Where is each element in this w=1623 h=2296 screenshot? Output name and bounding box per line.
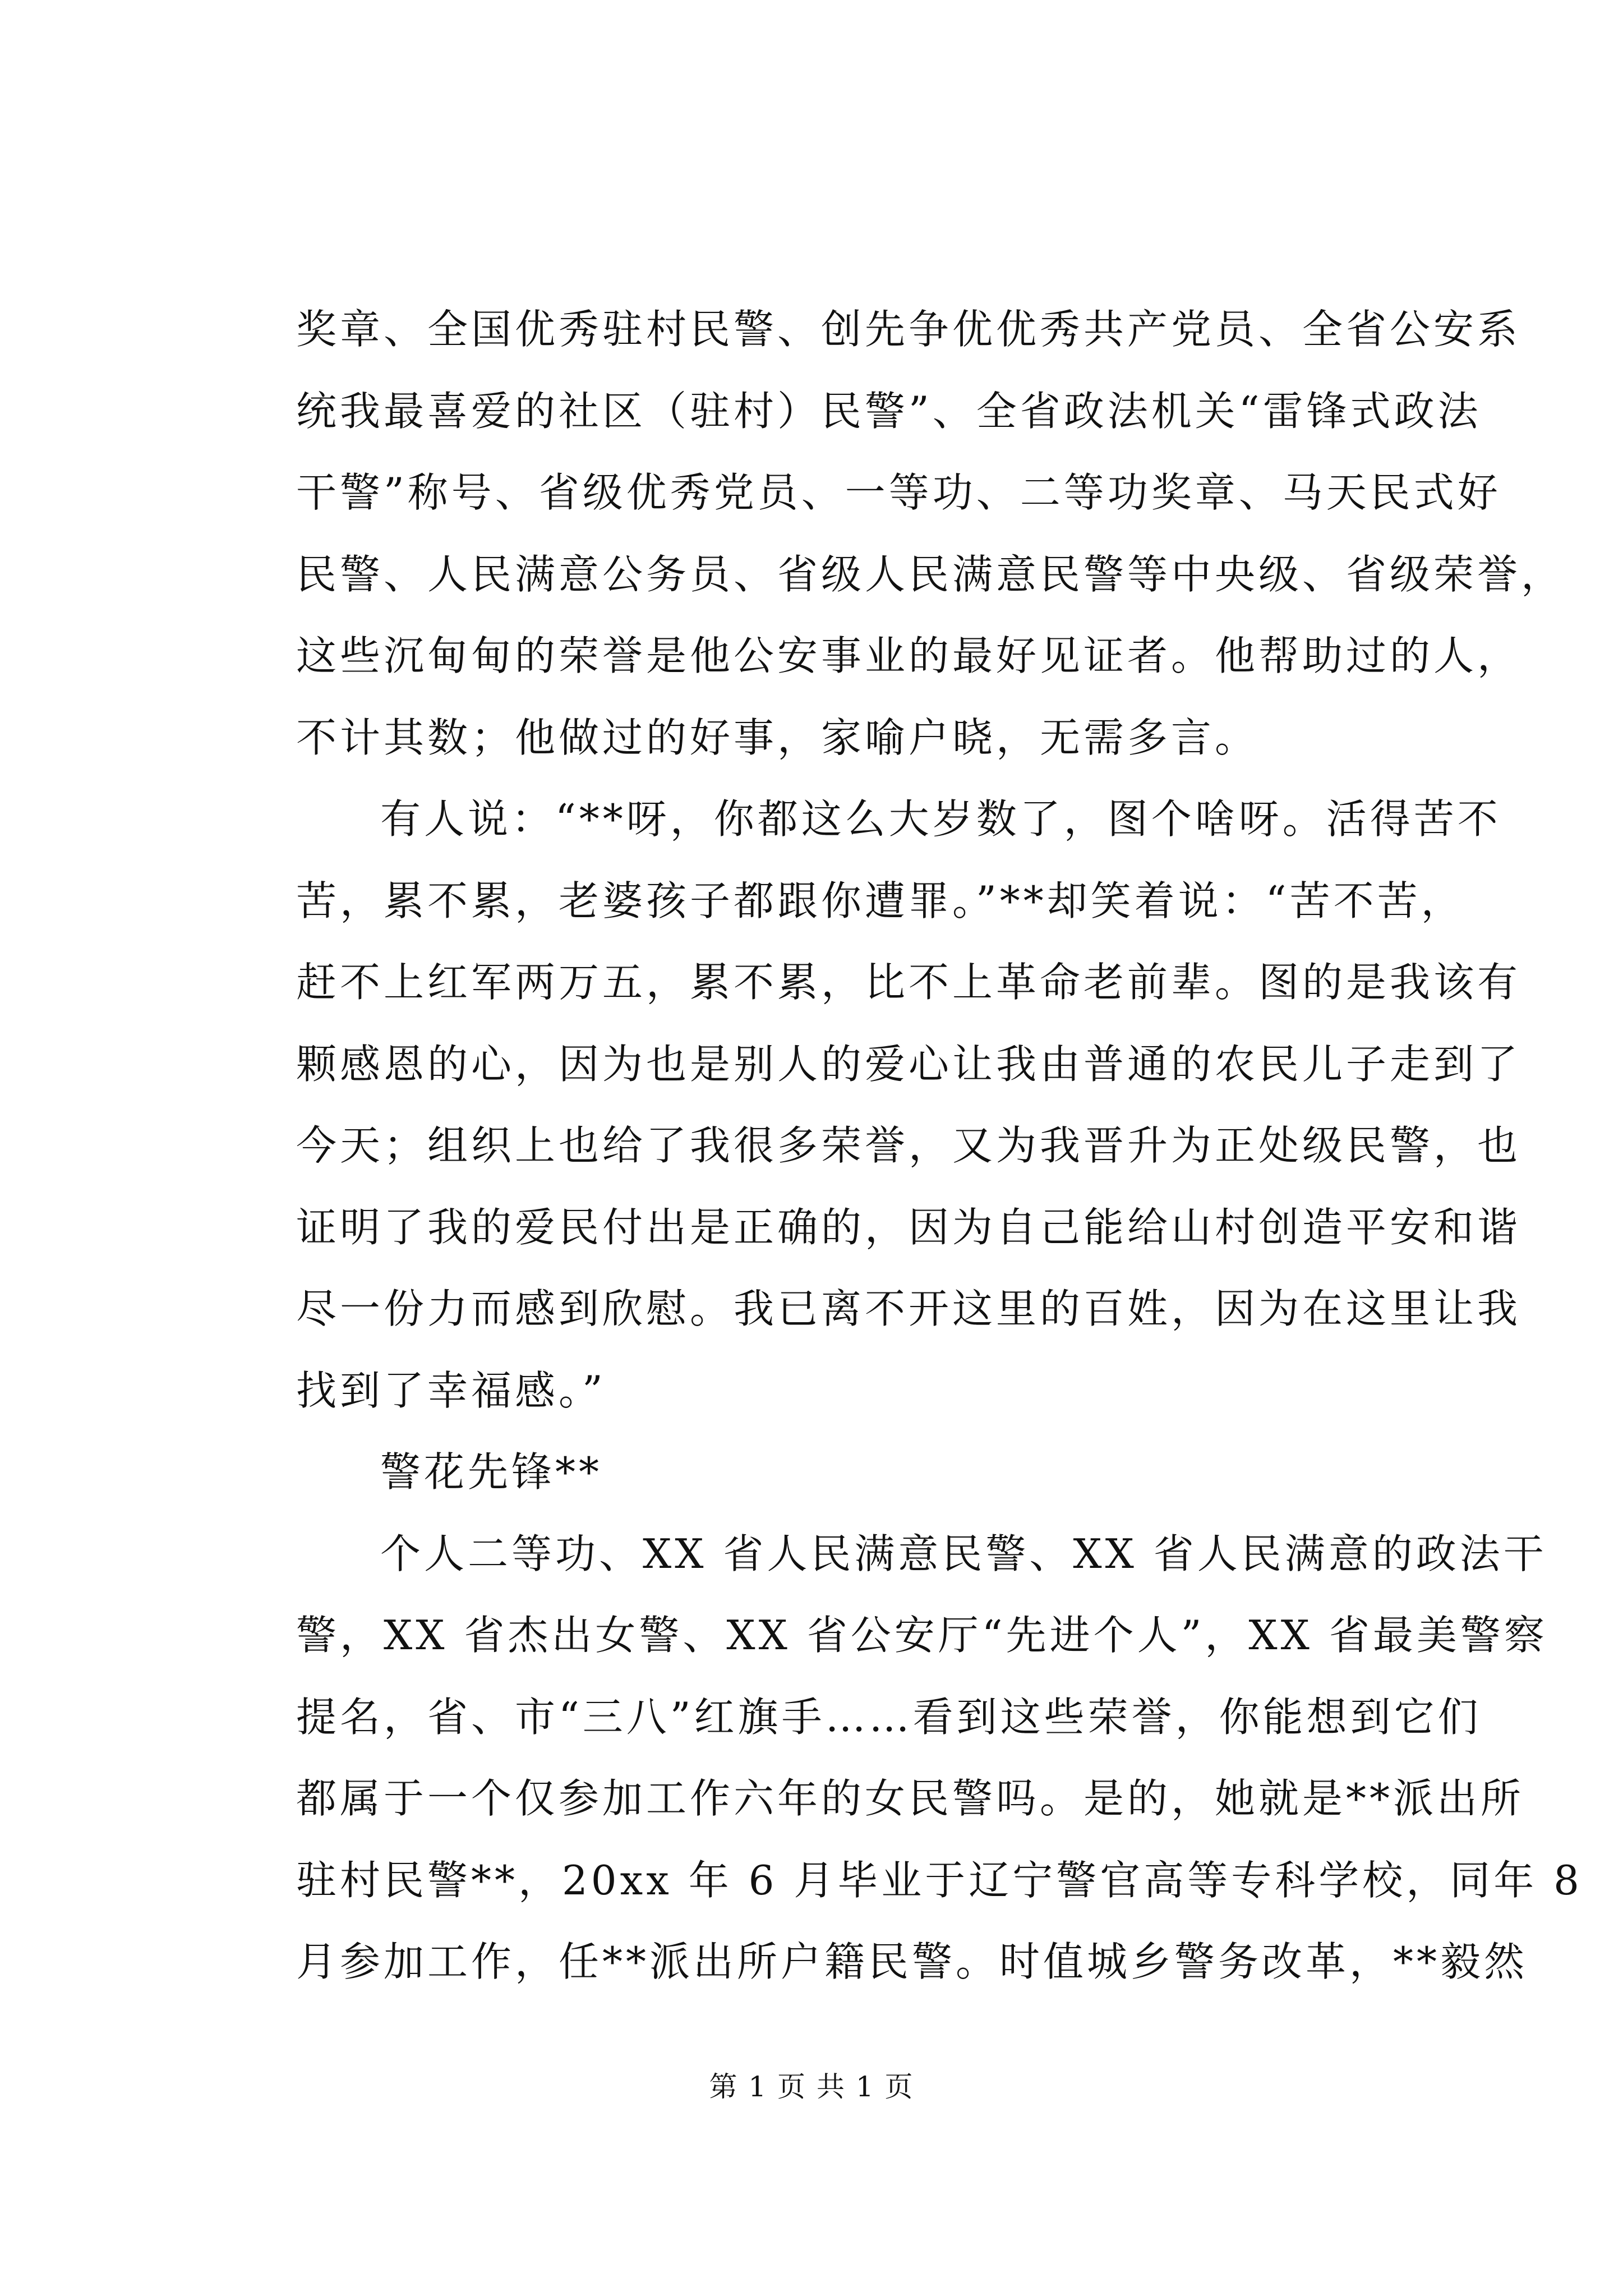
text-line: 驻村民警**，20xx 年 6 月毕业于辽宁警官高等专科学校，同年 8	[296, 1856, 1583, 1904]
text-line: 奖章、全国优秀驻村民警、创先争优优秀共产党员、全省公安系	[296, 306, 1521, 353]
text-line: 今天；组织上也给了我很多荣誉，又为我晋升为正处级民警，也	[296, 1122, 1521, 1169]
text-line: 月参加工作，任**派出所户籍民警。时值城乡警务改革，**毅然	[296, 1938, 1528, 1985]
text-line: 警，XX 省杰出女警、XX 省公安厅“先进个人”，XX 省最美警察	[296, 1612, 1548, 1659]
page-number-footer: 第 1 页 共 1 页	[709, 2070, 914, 2103]
text-line: 赶不上红军两万五，累不累，比不上革命老前辈。图的是我该有	[296, 959, 1521, 1006]
text-line: 有人说：“**呀，你都这么大岁数了，图个啥呀。活得苦不	[380, 795, 1501, 843]
text-line: 尽一份力而感到欣慰。我已离不开这里的百姓，因为在这里让我	[296, 1285, 1521, 1332]
section-heading: 警花先锋**	[380, 1448, 603, 1496]
text-line: 这些沉甸甸的荣誉是他公安事业的最好见证者。他帮助过的人，	[296, 632, 1521, 679]
text-line: 干警”称号、省级优秀党员、一等功、二等功奖章、马天民式好	[296, 469, 1501, 516]
document-body	[296, 289, 1583, 2003]
text-line: 苦，累不累，老婆孩子都跟你遭罪。”**却笑着说：“苦不苦，	[296, 877, 1465, 924]
text-line: 民警、人民满意公务员、省级人民满意民警等中央级、省级荣誉，	[296, 550, 1565, 598]
text-line: 个人二等功、XX 省人民满意民警、XX 省人民满意的政法干	[380, 1530, 1547, 1577]
text-line: 提名，省、市“三八”红旗手……看到这些荣誉，你能想到它们	[296, 1693, 1482, 1741]
text-line: 颗感恩的心，因为也是别人的爱心让我由普通的农民儿子走到了	[296, 1040, 1521, 1088]
text-line: 找到了幸福感。”	[296, 1366, 606, 1414]
text-line: 都属于一个仅参加工作六年的女民警吗。是的，她就是**派出所	[296, 1775, 1525, 1822]
text-line: 证明了我的爱民付出是正确的，因为自己能给山村创造平安和谐	[296, 1203, 1521, 1251]
text-line: 统我最喜爱的社区（驻村）民警”、全省政法机关“雷锋式政法	[296, 387, 1482, 435]
text-line: 不计其数；他做过的好事，家喻户晓，无需多言。	[296, 714, 1259, 761]
